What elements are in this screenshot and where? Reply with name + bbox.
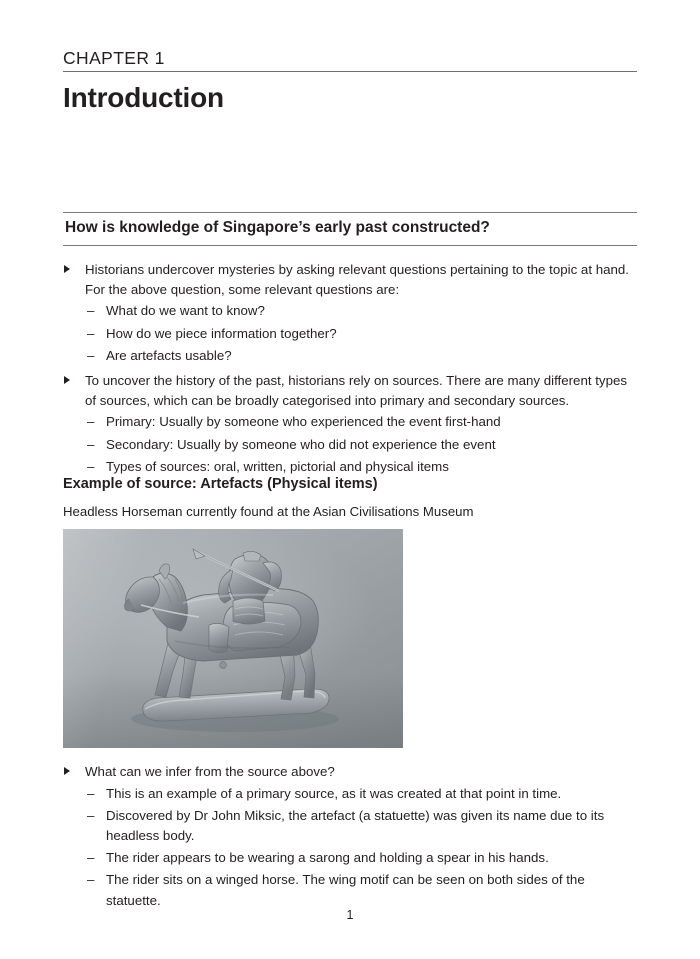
dash-icon: – <box>87 414 95 430</box>
sub-bullet-text: This is an example of a primary source, as it was created at that point in time. <box>106 785 562 801</box>
sub-bullet-text: Are artefacts usable? <box>106 347 232 363</box>
headless-horseman-statuette-illustration <box>63 529 403 748</box>
sub-bullet-text: How do we piece information together? <box>106 325 337 341</box>
triangle-right-icon <box>64 767 70 775</box>
artefact-photo <box>63 529 403 748</box>
triangle-right-icon <box>64 265 70 273</box>
bullet-text: Historians undercover mysteries by asking relevant questions pertaining to the topic at hand. For the above question, some relevant questions are: <box>85 262 629 297</box>
chapter-rule <box>63 71 637 72</box>
bullet-text: To uncover the history of the past, historians rely on sources. There are many different types of sources, which can be broadly categorised into primary and secondary sources. <box>85 372 628 408</box>
sub-bullet-item <box>85 784 641 804</box>
section-heading-block <box>63 212 637 246</box>
chapter-header <box>63 48 637 114</box>
dash-icon: – <box>87 325 95 341</box>
sub-bullet-text: Primary: Usually by someone who experienced the event first-hand <box>106 414 501 430</box>
sub-bullet-text: Secondary: Usually by someone who did not experience the event <box>106 436 496 452</box>
main-bullet-list <box>63 260 641 477</box>
bullet-group-lower <box>63 762 641 911</box>
sub-bullet-item <box>85 848 641 868</box>
dash-icon: – <box>87 850 95 866</box>
dash-icon: – <box>87 785 95 801</box>
example-caption: Headless Horseman currently found at the Asian Civilisations Museum <box>63 503 474 519</box>
bullet-item <box>63 762 641 911</box>
dash-icon: – <box>87 347 95 363</box>
sub-bullet-text: The rider appears to be wearing a sarong and holding a spear in his hands. <box>106 850 549 866</box>
bullet-item <box>63 371 641 477</box>
page-title: Introduction <box>63 82 224 114</box>
chapter-label: CHAPTER 1 <box>63 48 165 68</box>
sub-bullet-text: What do we want to know? <box>106 303 265 319</box>
section-rule-bottom <box>63 245 637 246</box>
bullet-item <box>63 260 641 366</box>
sub-bullet-item <box>85 412 641 432</box>
example-block <box>63 475 641 521</box>
dash-icon: – <box>87 303 95 319</box>
sub-bullet-text: Types of sources: oral, written, pictorial and physical items <box>106 458 449 474</box>
sub-bullet-group <box>85 301 641 366</box>
sub-bullet-item <box>85 806 641 846</box>
sub-bullet-text: Discovered by Dr John Miksic, the artefact (a statuette) was given its name due to its headless body. <box>106 807 605 844</box>
sub-bullet-item <box>85 435 641 455</box>
sub-bullet-item <box>85 457 641 477</box>
example-heading: Example of source: Artefacts (Physical items) <box>63 476 378 492</box>
triangle-right-icon <box>64 376 70 384</box>
section-heading: How is knowledge of Singapore’s early past constructed? <box>65 219 490 236</box>
sub-bullet-item <box>85 324 641 344</box>
dash-icon: – <box>87 458 95 474</box>
sub-bullet-item <box>85 870 641 910</box>
sub-bullet-group <box>85 784 641 911</box>
page-number: 1 <box>346 908 354 922</box>
bullet-group-upper <box>63 260 641 477</box>
inference-bullet-list <box>63 762 641 911</box>
sub-bullet-item <box>85 301 641 321</box>
dash-icon: – <box>87 872 95 888</box>
sub-bullet-item <box>85 346 641 366</box>
sub-bullet-text: The rider sits on a winged horse. The wing motif can be seen on both sides of the statuette. <box>106 872 585 908</box>
dash-icon: – <box>87 807 95 823</box>
bullet-text: What can we infer from the source above? <box>85 764 335 779</box>
dash-icon: – <box>87 436 95 452</box>
sub-bullet-group <box>85 412 641 477</box>
